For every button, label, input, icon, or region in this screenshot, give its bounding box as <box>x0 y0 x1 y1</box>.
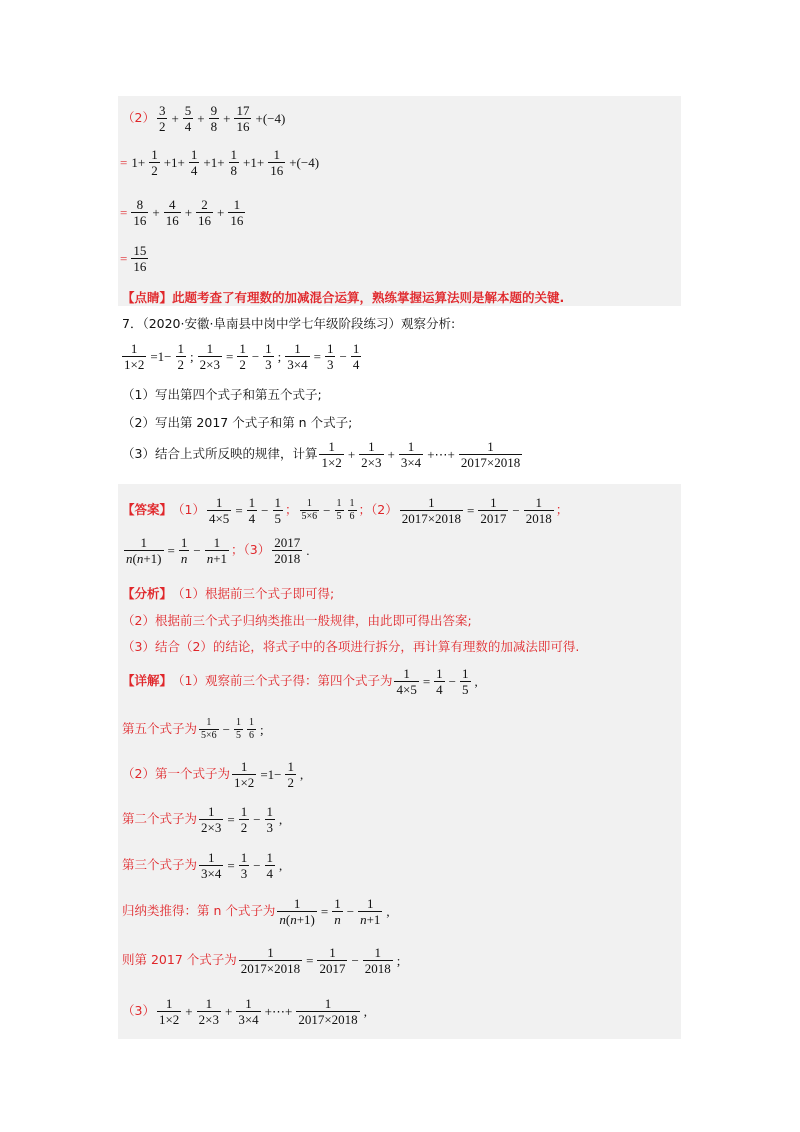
q7-analysis1: 【分析】 （1）根据前三个式子即可得; <box>122 586 335 601</box>
q7-detail8: （3） $\frac{1}{1\times 2}$ + $\frac{1}{2\times 3}$ + $\frac{1}{3\times 4}$ +⋯+ $\frac{1}{2017\times 2018}$ , <box>122 996 367 1027</box>
q7-detail6: 归纳类推得：第 n 个式子为 $\frac{1}{n(n+1)}$ = $\frac{1}{n}$ − $\frac{1}{n+1}$ , <box>122 896 390 927</box>
q6-line1: （2） $\frac{3}{2}$ + $\frac{5}{4}$ + $\frac{9}{8}$ + $\frac{17}{16}$ +(−4) <box>122 103 286 134</box>
q7-detail1: 【详解】 （1）观察前三个式子得：第四个式子为 $\frac{1}{4\times 5}$ = $\frac{1}{4}$ − $\frac{1}{5}$ , <box>122 666 478 697</box>
q6-line3: = $\frac{8}{16}$ + $\frac{4}{16}$ + $\frac{2}{16}$ + $\frac{1}{16}$ <box>120 197 244 228</box>
q7-title: 7．（2020·安徽·阜南县中岗中学七年级阶段练习）观察分析: <box>122 316 456 331</box>
q7-detail4: 第二个式子为 $\frac{1}{2\times 3}$ = $\frac{1}{2}$ − $\frac{1}{3}$ , <box>122 804 283 835</box>
q7-detail2: 第五个式子为 $\frac{1}{5\times 6}$ − $\frac{1}{5}$ $\frac{1}{6}$ ; <box>122 717 264 741</box>
q6-line4: = $\frac{15}{16}$ <box>120 243 147 274</box>
q7-answer-line2: $\frac{1}{n(n+1)}$ = $\frac{1}{n}$ − $\frac{1}{n+1}$ ；（3） $\frac{2017}{2018}$ . <box>126 535 310 566</box>
q7-detail3: （2）第一个式子为 $\frac{1}{1\times 2}$ =1− $\frac{1}{2}$ , <box>122 759 304 790</box>
q6-line2: = 1+ $\frac{1}{2}$ +1+ $\frac{1}{4}$ +1+ $\frac{1}{8}$ +1+ $\frac{1}{16}$ +(−4) <box>120 147 320 178</box>
q7-analysis2: （2）根据前三个式子归纳类推出一般规律，由此即可得出答案; <box>122 613 472 628</box>
q6-comment: 【点睛】此题考查了有理数的加减混合运算，熟练掌握运算法则是解本题的关键. <box>122 290 565 305</box>
q7-detail7: 则第 2017 个式子为 $\frac{1}{2017\times 2018}$ = $\frac{1}{2017}$ − $\frac{1}{2018}$ ; <box>122 945 401 976</box>
q7-answer-line1: 【答案】 （1） $\frac{1}{4\times 5}$ = $\frac{1}{4}$ − $\frac{1}{5}$ ； $\frac{1}{5\times 6}$ − $\frac{1}{5}$ $\frac{1}{6}$ ；（2） $\frac{1}{2017\times 2018}$ = $\frac{1}{2017}$ − $\frac{1}{2018}$ ； <box>122 495 569 526</box>
q7-sub1: （1）写出第四个式子和第五个式子; <box>122 387 322 402</box>
q7-sub2: （2）写出第 2017 个式子和第 n 个式子; <box>122 415 353 430</box>
q7-sub3: （3）结合上式所反映的规律，计算 $\frac{1}{1\times 2}$ + $\frac{1}{2\times 3}$ + $\frac{1}{3\times 4}$ +⋯+ $\frac{1}{2017\times 2018}$ <box>122 439 521 470</box>
q7-detail5: 第三个式子为 $\frac{1}{3\times 4}$ = $\frac{1}{3}$ − $\frac{1}{4}$ , <box>122 850 283 881</box>
q7-given: $\frac{1}{1\times 2}$ =1− $\frac{1}{2}$ ; $\frac{1}{2\times 3}$ = $\frac{1}{2}$ − $\frac{1}{3}$ ; $\frac{1}{3\times 4}$ = $\frac{1}{3}$ − $\frac{1}{4}$ <box>124 341 360 372</box>
q7-analysis3: （3）结合（2）的结论，将式子中的各项进行拆分，再计算有理数的加减法即可得. <box>122 639 580 654</box>
